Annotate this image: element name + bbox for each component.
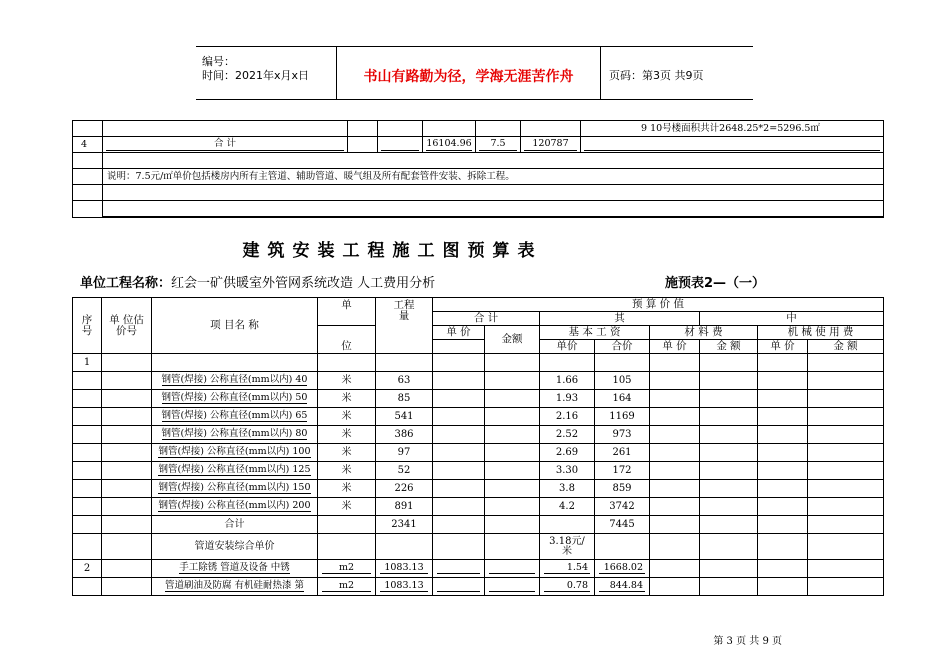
table-row bbox=[73, 516, 884, 534]
number-label: 编号： bbox=[202, 55, 235, 68]
item-qty: 891 bbox=[376, 498, 433, 516]
unit-project bbox=[80, 272, 435, 291]
table-row bbox=[73, 390, 884, 408]
row-seq: 4 bbox=[73, 137, 103, 153]
wage-sum: 859 bbox=[595, 480, 650, 498]
budget-table bbox=[72, 297, 884, 596]
subtotal-qty: 2341 bbox=[376, 516, 433, 534]
table-row bbox=[73, 578, 884, 596]
item-name: 钢管(焊接) 公称直径(mm以内) 125 bbox=[158, 463, 311, 475]
header-page-cell bbox=[601, 47, 753, 99]
header-among-2: 中 bbox=[700, 312, 884, 326]
item-name: 钢管(焊接) 公称直径(mm以内) 80 bbox=[161, 427, 308, 439]
table-row bbox=[73, 560, 884, 578]
item-unit: 米 bbox=[318, 498, 376, 516]
wage-sum: 1668.02 bbox=[599, 563, 645, 574]
table-row bbox=[73, 462, 884, 480]
header-unit: 单 bbox=[318, 298, 376, 326]
wage-price: 3.30 bbox=[540, 462, 595, 480]
subtotal-wage-sum: 7445 bbox=[595, 516, 650, 534]
blank-cell bbox=[437, 563, 480, 574]
total-amount: 120787 bbox=[524, 139, 577, 151]
header-basic-wage: 基 本 工 资 bbox=[540, 326, 650, 340]
header-sum: 合价 bbox=[595, 340, 650, 354]
wage-price: 2.52 bbox=[540, 426, 595, 444]
pipe-unit-price-value: 3.18元/米 bbox=[540, 534, 595, 560]
item-qty: 1083.13 bbox=[380, 581, 428, 592]
header-quantity: 工程量 bbox=[376, 298, 433, 354]
item-name: 钢管(焊接) 公称直径(mm以内) 40 bbox=[161, 373, 308, 385]
item-qty: 386 bbox=[376, 426, 433, 444]
wage-sum: 105 bbox=[595, 372, 650, 390]
table-row bbox=[73, 372, 884, 390]
header-price-3: 单 价 bbox=[758, 340, 808, 354]
motto-text: 书山有路勤为径，学海无涯苦作舟 bbox=[363, 69, 574, 85]
unit-price: 7.5 bbox=[479, 139, 517, 151]
item-unit: 米 bbox=[318, 408, 376, 426]
header-amount-2: 金 额 bbox=[700, 340, 758, 354]
item-unit: 米 bbox=[318, 480, 376, 498]
item-unit: 米 bbox=[318, 390, 376, 408]
blank-cell bbox=[437, 581, 480, 592]
blank-cell bbox=[489, 563, 535, 574]
total-quantity: 16104.96 bbox=[426, 137, 472, 149]
document-header bbox=[196, 46, 753, 100]
item-qty: 541 bbox=[376, 408, 433, 426]
header-amount-3: 金 额 bbox=[808, 340, 884, 354]
header-price-2: 单 价 bbox=[650, 340, 700, 354]
header-material-cost: 材 料 费 bbox=[650, 326, 758, 340]
item-qty: 1083.13 bbox=[380, 563, 428, 574]
table-row bbox=[73, 444, 884, 462]
header-seq: 序号 bbox=[73, 298, 102, 354]
item-name: 钢管(焊接) 公称直径(mm以内) 200 bbox=[158, 499, 311, 511]
item-unit: 米 bbox=[318, 426, 376, 444]
item-qty: 226 bbox=[376, 480, 433, 498]
item-name: 管道刷油及防腐 有机硅耐热漆 第 bbox=[164, 579, 305, 591]
row-seq: 1 bbox=[73, 354, 102, 372]
item-qty: 85 bbox=[376, 390, 433, 408]
table-row bbox=[73, 185, 884, 201]
wage-price: 4.2 bbox=[540, 498, 595, 516]
page-info: 页码：第3页 共9页 bbox=[609, 69, 704, 82]
table-row bbox=[73, 153, 884, 169]
unit-project-name: 红会一矿供暖室外管网系统改造 人工费用分析 bbox=[171, 276, 436, 291]
wage-sum: 172 bbox=[595, 462, 650, 480]
item-qty: 52 bbox=[376, 462, 433, 480]
item-qty: 97 bbox=[376, 444, 433, 462]
unit-project-label: 单位工程名称： bbox=[80, 276, 172, 291]
item-name: 钢管(焊接) 公称直径(mm以内) 65 bbox=[161, 409, 308, 421]
header-item-name: 项 目名 称 bbox=[152, 298, 318, 354]
subtotal-label: 合计 bbox=[152, 516, 318, 534]
wage-sum: 1169 bbox=[595, 408, 650, 426]
wage-price: 1.93 bbox=[540, 390, 595, 408]
page-footer: 第 3 页 共 9 页 bbox=[713, 636, 782, 647]
table-row bbox=[73, 408, 884, 426]
blank-cell bbox=[381, 139, 419, 151]
wage-sum: 3742 bbox=[595, 498, 650, 516]
wage-sum: 261 bbox=[595, 444, 650, 462]
total-label: 合 计 bbox=[106, 139, 344, 151]
upper-table bbox=[72, 120, 884, 218]
item-qty: 63 bbox=[376, 372, 433, 390]
header-total: 合 计 bbox=[433, 312, 540, 326]
item-name: 钢管(焊接) 公称直径(mm以内) 100 bbox=[158, 445, 311, 457]
table-row bbox=[73, 426, 884, 444]
wage-sum: 844.84 bbox=[599, 581, 645, 592]
table-row bbox=[73, 534, 884, 560]
page-title: 建筑安装工程施工图预算表 bbox=[242, 241, 543, 261]
wage-price: 0.78 bbox=[544, 581, 590, 592]
wage-sum: 973 bbox=[595, 426, 650, 444]
blank-cell bbox=[489, 581, 535, 592]
header-unit-2: 位 bbox=[318, 326, 376, 354]
item-name: 钢管(焊接) 公称直径(mm以内) 150 bbox=[158, 481, 311, 493]
table-row bbox=[73, 201, 884, 218]
item-name: 手工除锈 管道及设备 中锈 bbox=[179, 561, 290, 573]
table-row bbox=[73, 480, 884, 498]
table-row bbox=[73, 121, 884, 137]
wage-price: 2.69 bbox=[540, 444, 595, 462]
row-seq: 2 bbox=[73, 560, 102, 578]
table-row bbox=[73, 169, 884, 185]
time-label: 时间：2021年x月x日 bbox=[202, 69, 310, 82]
item-unit: m2 bbox=[322, 581, 371, 592]
form-number: 施预表2—（一） bbox=[665, 276, 766, 291]
header-unit-price-no: 单 位估价号 bbox=[102, 298, 152, 354]
header-price: 单价 bbox=[540, 340, 595, 354]
item-unit: 米 bbox=[318, 372, 376, 390]
pipe-unit-price-label: 管道安装综合单价 bbox=[152, 534, 318, 560]
wage-price: 1.66 bbox=[540, 372, 595, 390]
table-row bbox=[73, 137, 884, 153]
table-row bbox=[73, 498, 884, 516]
blank-cell bbox=[584, 139, 880, 151]
header-unit-price: 单 价 bbox=[433, 326, 485, 340]
item-name: 钢管(焊接) 公称直径(mm以内) 50 bbox=[161, 391, 308, 403]
header-among: 其 bbox=[540, 312, 700, 326]
header-motto-cell bbox=[337, 47, 601, 99]
header-amount: 金额 bbox=[485, 326, 540, 354]
header-budget-value: 预 算 价 值 bbox=[433, 298, 884, 312]
wage-price: 3.8 bbox=[540, 480, 595, 498]
area-note: 9 10号楼面积共计2648.25*2=5296.5㎡ bbox=[581, 121, 884, 137]
header-meta bbox=[196, 47, 337, 99]
header-machine-cost: 机 械 使 用 费 bbox=[758, 326, 884, 340]
remark-text: 说明：7.5元/㎡单价包括楼房内所有主管道、辅助管道、暖气组及所有配套管件安装、拆除工程。 bbox=[103, 169, 884, 185]
table-header-row bbox=[73, 298, 884, 312]
table-row bbox=[73, 354, 884, 372]
item-unit: m2 bbox=[322, 563, 371, 574]
wage-sum: 164 bbox=[595, 390, 650, 408]
item-unit: 米 bbox=[318, 462, 376, 480]
item-unit: 米 bbox=[318, 444, 376, 462]
wage-price: 1.54 bbox=[544, 563, 590, 574]
wage-price: 2.16 bbox=[540, 408, 595, 426]
